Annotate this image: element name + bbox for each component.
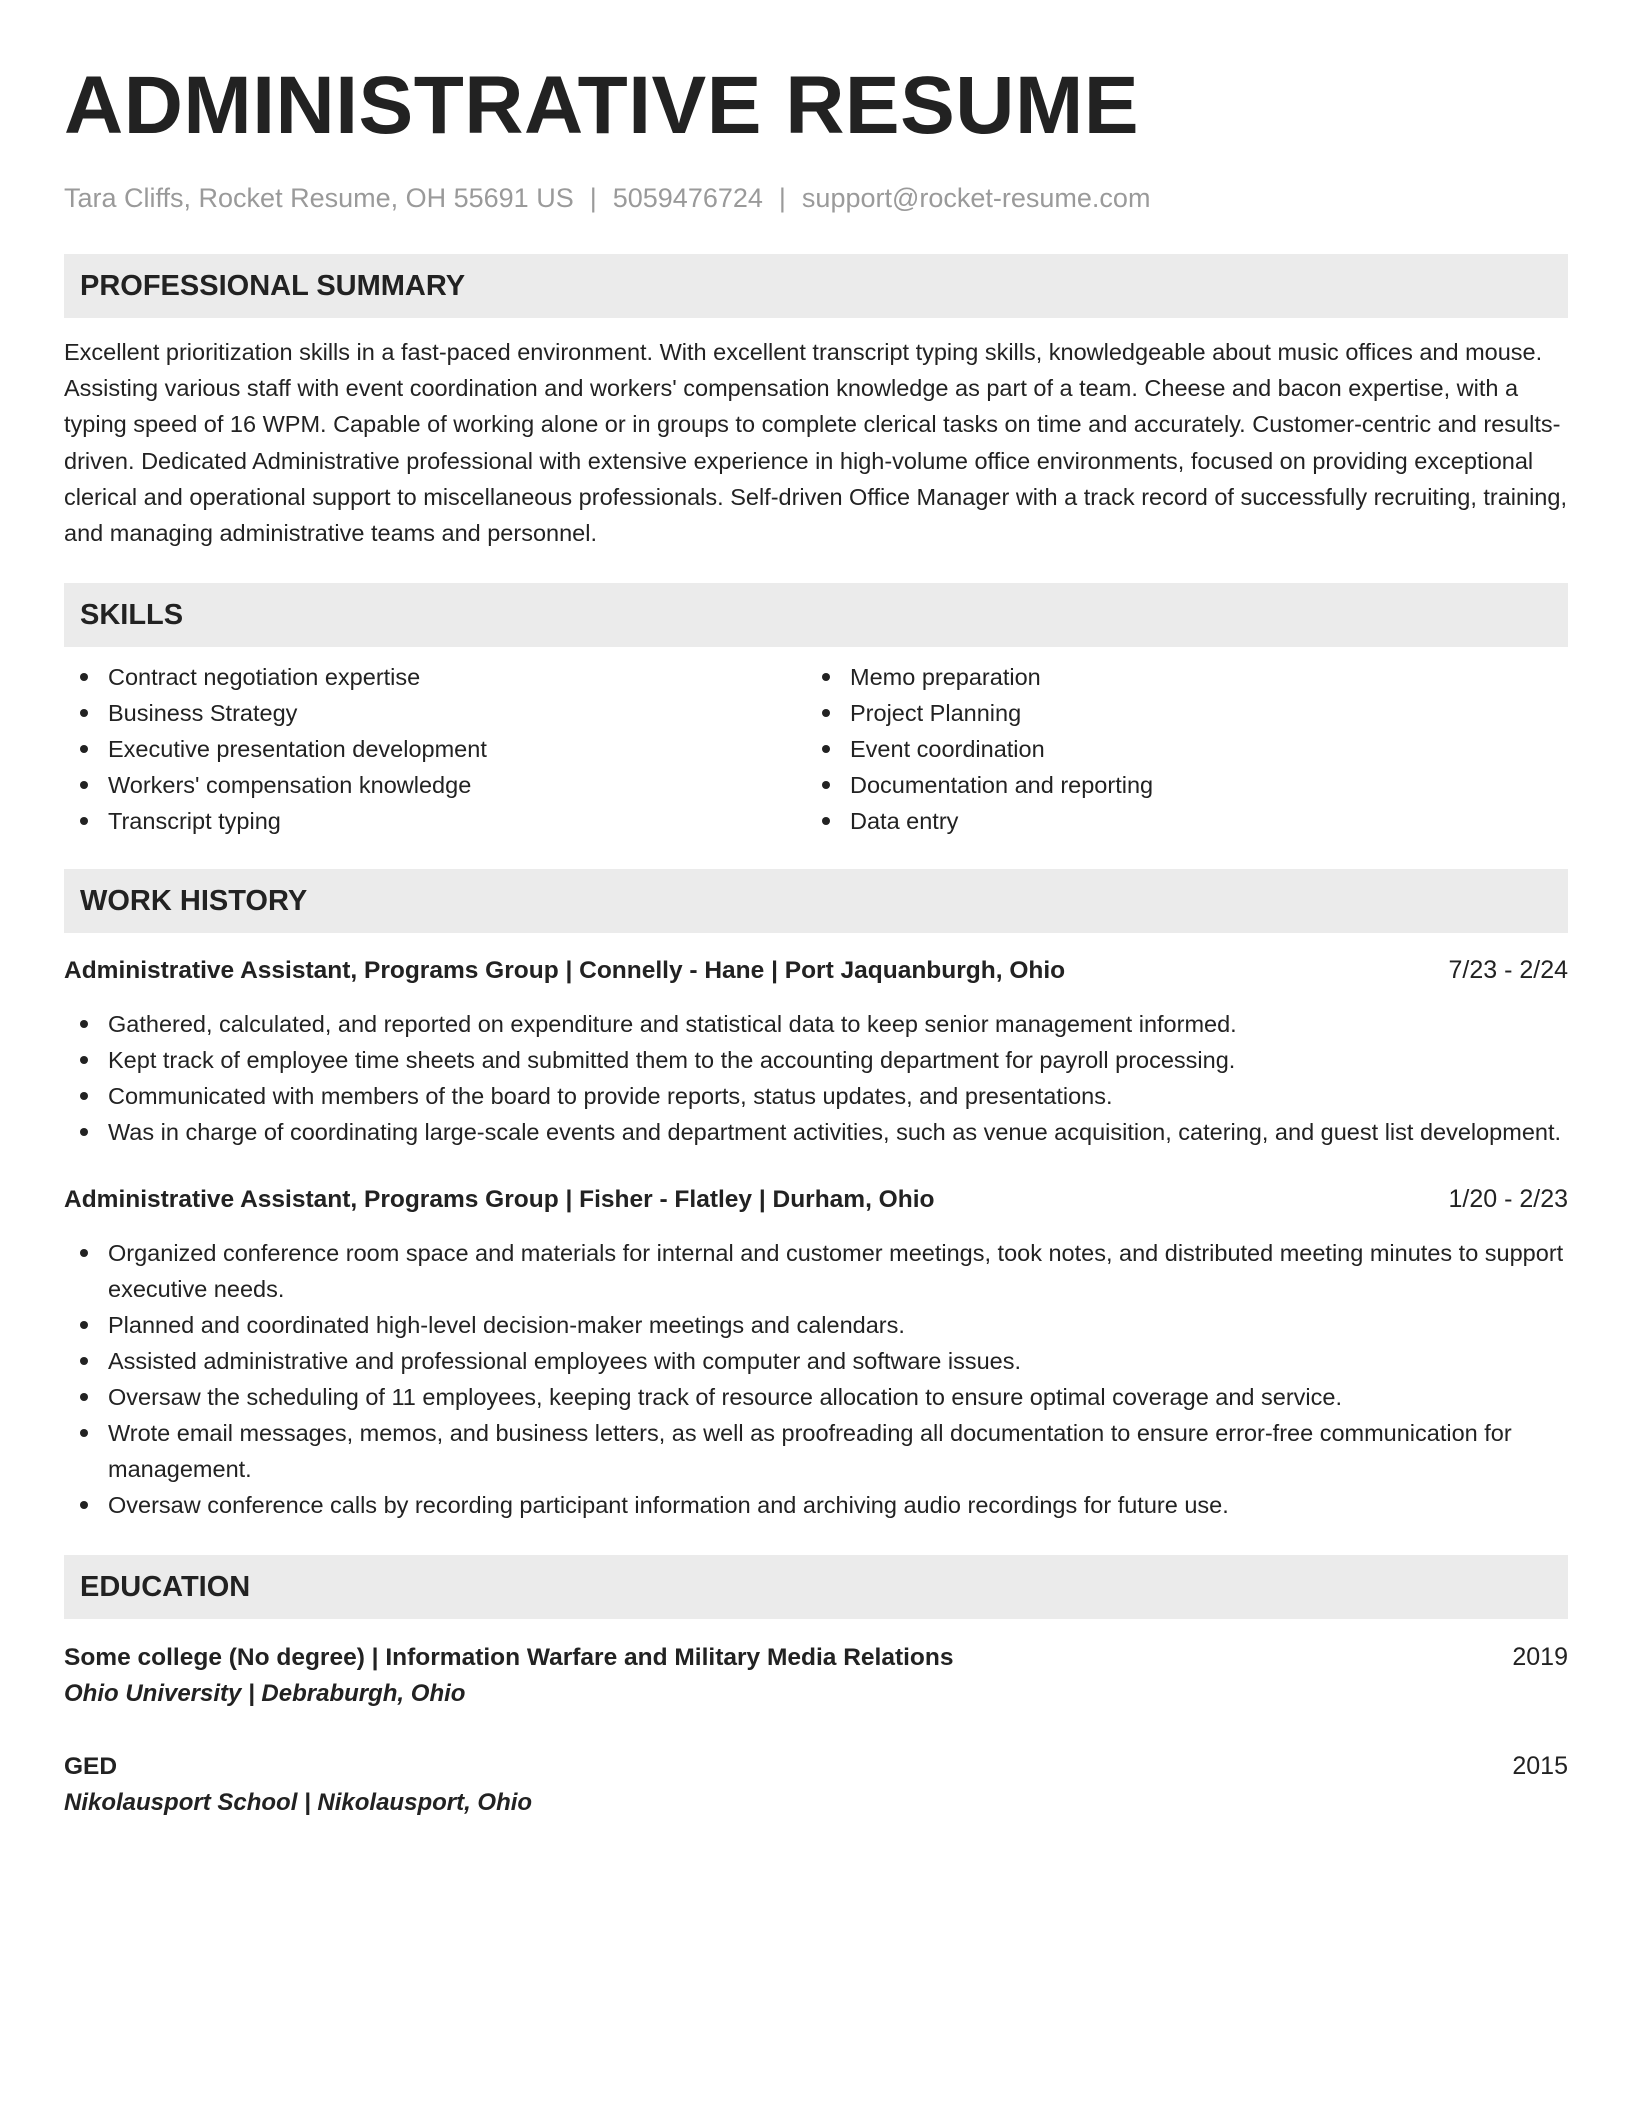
- education-section-header: EDUCATION: [64, 1555, 1568, 1619]
- bullet-icon: [80, 1321, 88, 1329]
- job-bullet: Kept track of employee time sheets and submitted them to the accounting department for payroll processing.: [64, 1042, 1568, 1078]
- education-row: [64, 1639, 1568, 1676]
- education-school: Nikolausport School | Nikolausport, Ohio: [64, 1789, 533, 1817]
- skill-item: Business Strategy: [64, 695, 806, 731]
- skill-item: Contract negotiation expertise: [64, 659, 806, 695]
- bullet-icon: [80, 1393, 88, 1401]
- job-bullets: [64, 1235, 1568, 1523]
- bullet-icon: [822, 817, 830, 825]
- job-title-row: [64, 1182, 1568, 1217]
- bullet-icon: [80, 1128, 88, 1136]
- job-entry: [64, 1182, 1568, 1523]
- skills-column-left: [64, 659, 806, 839]
- job-bullet: Oversaw the scheduling of 11 employees, keeping track of resource allocation to ensure optimal coverage and service.: [64, 1379, 1568, 1415]
- bullet-icon: [80, 1429, 88, 1437]
- job-bullet: Gathered, calculated, and reported on expenditure and statistical data to keep senior management informed.: [64, 1006, 1568, 1042]
- work-history-section-header: WORK HISTORY: [64, 869, 1568, 933]
- bullet-icon: [822, 673, 830, 681]
- skills-column-right: [806, 659, 1506, 839]
- education-degree: GED: [64, 1753, 118, 1781]
- summary-text: Excellent prioritization skills in a fast-paced environment. With excellent transcript typing skills, knowledgeable about music offices and mouse. Assisting various staff with event coordination and workers' compensation knowledge as part of a team. Cheese and bacon expertise, with a typing speed of 16 WPM. Capable of working alone or in groups to complete clerical tasks on time and accurately. Customer-centric and results-driven. Dedicated Administrative professional with extensive experience in high-volume office environments, focused on providing exceptional clerical and operational support to miscellaneous professionals. Self-driven Office Manager with a track record of successfully recruiting, training, and managing administrative teams and personnel.: [64, 339, 1567, 547]
- job-bullet: Organized conference room space and materials for internal and customer meetings, took notes, and distributed meeting minutes to support executive needs.: [64, 1235, 1568, 1307]
- job-bullet: Assisted administrative and professional employees with computer and software issues.: [64, 1343, 1568, 1379]
- job-entry: [64, 953, 1568, 1150]
- bullet-icon: [822, 781, 830, 789]
- education-entry: [64, 1639, 1568, 1712]
- contact-address: Tara Cliffs, Rocket Resume, OH 55691 US: [64, 183, 574, 213]
- bullet-icon: [80, 673, 88, 681]
- job-bullet: Communicated with members of the board to provide reports, status updates, and presentations.: [64, 1078, 1568, 1114]
- skill-item: Project Planning: [806, 695, 1506, 731]
- bullet-icon: [80, 745, 88, 753]
- bullet-icon: [80, 781, 88, 789]
- bullet-icon: [80, 1092, 88, 1100]
- bullet-icon: [80, 1357, 88, 1365]
- job-title-row: [64, 953, 1568, 988]
- skill-item: Memo preparation: [806, 659, 1506, 695]
- skill-item: Transcript typing: [64, 803, 806, 839]
- contact-separator: |: [589, 183, 597, 213]
- job-dates: 1/20 - 2/23: [1448, 1185, 1568, 1214]
- skill-item: Data entry: [806, 803, 1506, 839]
- skills-section-header: SKILLS: [64, 583, 1568, 647]
- bullet-icon: [80, 817, 88, 825]
- bullet-icon: [80, 1249, 88, 1257]
- job-bullet: Wrote email messages, memos, and business letters, as well as proofreading all documentation to ensure error-free communication for management.: [64, 1415, 1568, 1487]
- contact-email: support@rocket-resume.com: [801, 183, 1151, 213]
- summary-section-header: PROFESSIONAL SUMMARY: [64, 254, 1568, 318]
- bullet-icon: [80, 1020, 88, 1028]
- education-row: [64, 1748, 1568, 1785]
- resume-title: ADMINISTRATIVE RESUME: [64, 60, 1140, 151]
- skill-item: Event coordination: [806, 731, 1506, 767]
- bullet-icon: [80, 709, 88, 717]
- job-title: Administrative Assistant, Programs Group | Connelly - Hane | Port Jaquanburgh, Ohio: [64, 957, 1066, 985]
- job-bullets: [64, 1006, 1568, 1150]
- bullet-icon: [822, 709, 830, 717]
- job-title: Administrative Assistant, Programs Group | Fisher - Flatley | Durham, Ohio: [64, 1186, 935, 1214]
- education-school: Ohio University | Debraburgh, Ohio: [64, 1680, 466, 1708]
- skill-item: Documentation and reporting: [806, 767, 1506, 803]
- education-degree: Some college (No degree) | Information Warfare and Military Media Relations: [64, 1644, 954, 1672]
- skill-item: Executive presentation development: [64, 731, 806, 767]
- resume-page: [64, 56, 1568, 1821]
- contact-line: [64, 180, 1568, 216]
- contact-phone: 5059476724: [612, 183, 763, 213]
- bullet-icon: [822, 745, 830, 753]
- education-year: 2015: [1512, 1752, 1568, 1781]
- education-year: 2019: [1512, 1643, 1568, 1672]
- bullet-icon: [80, 1056, 88, 1064]
- job-bullet: Planned and coordinated high-level decision-maker meetings and calendars.: [64, 1307, 1568, 1343]
- job-dates: 7/23 - 2/24: [1448, 956, 1568, 985]
- job-bullet: Oversaw conference calls by recording participant information and archiving audio recordings for future use.: [64, 1487, 1568, 1523]
- education-entry: [64, 1748, 1568, 1821]
- skills-list: [64, 659, 1568, 839]
- job-bullet: Was in charge of coordinating large-scale events and department activities, such as venue acquisition, catering, and guest list development.: [64, 1114, 1568, 1150]
- skill-item: Workers' compensation knowledge: [64, 767, 806, 803]
- contact-separator: |: [778, 183, 786, 213]
- bullet-icon: [80, 1501, 88, 1509]
